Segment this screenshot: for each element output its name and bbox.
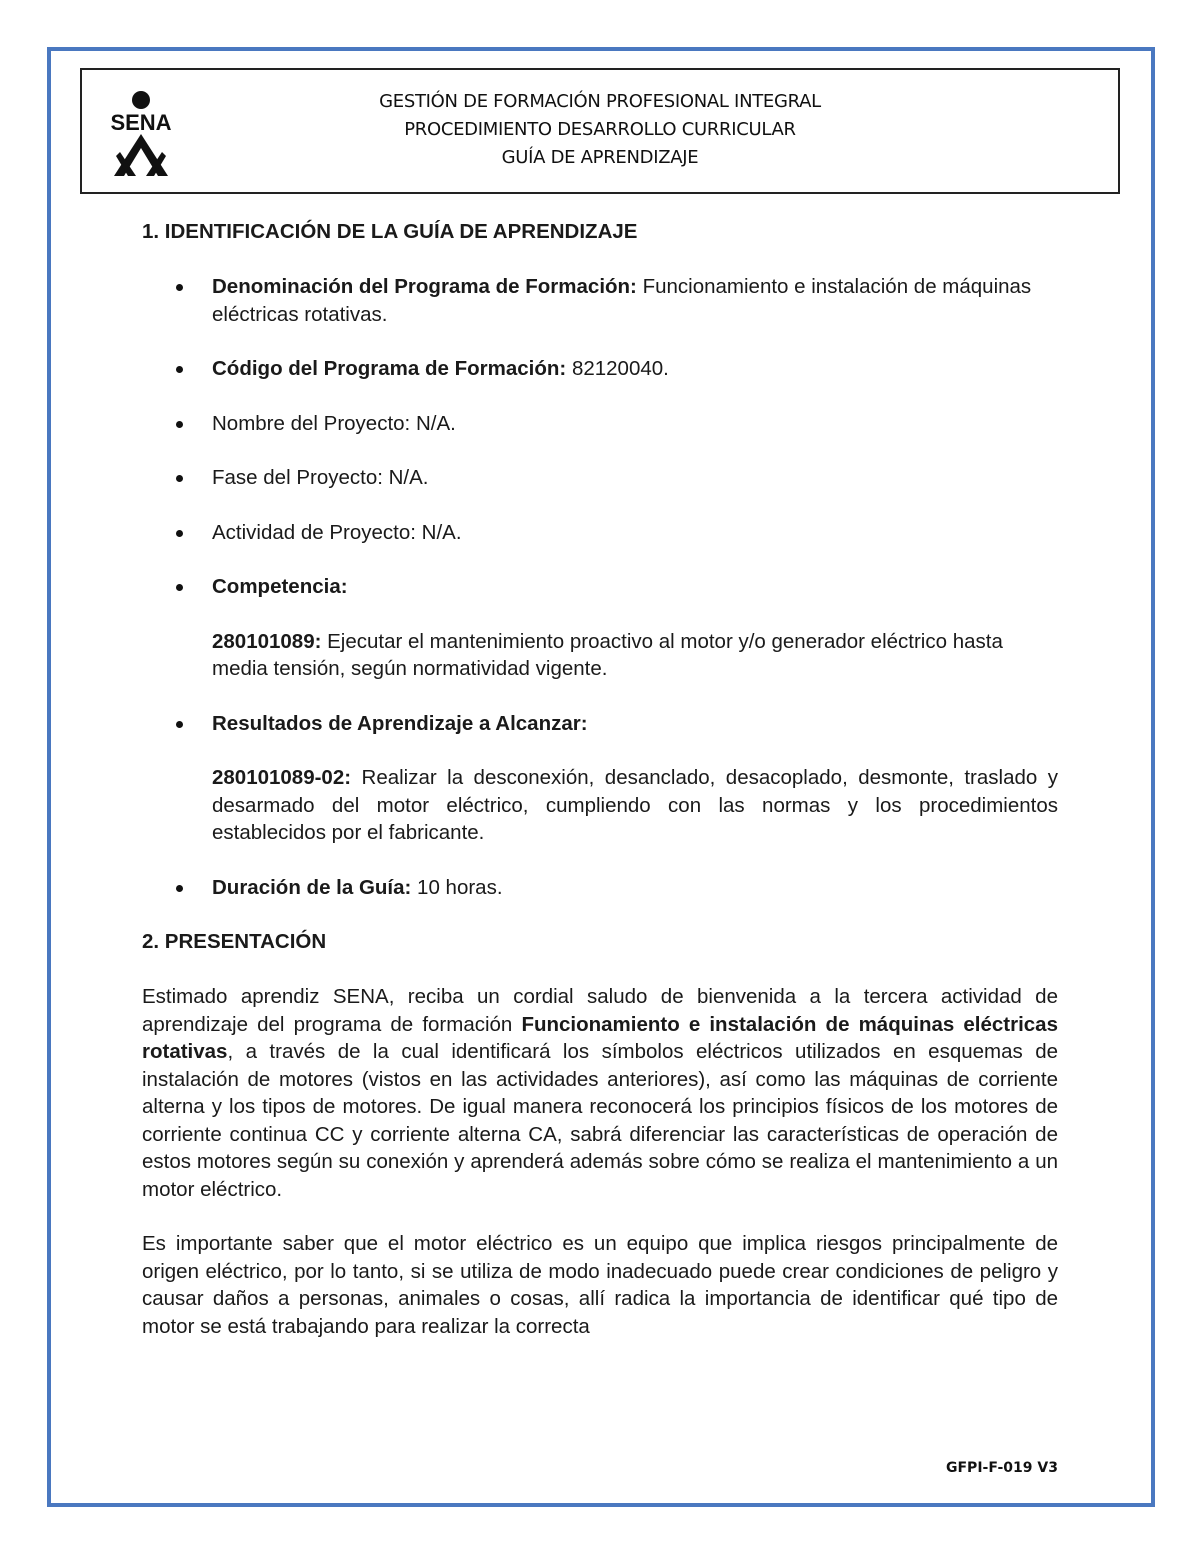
header-line-2: PROCEDIMIENTO DESARROLLO CURRICULAR <box>404 119 796 140</box>
presentation-paragraph-1 <box>142 983 1058 1203</box>
item-label: Competencia: <box>212 575 348 598</box>
item-label: Duración de la Guía: <box>212 875 412 899</box>
bullet-icon <box>176 421 183 428</box>
item-label: Resultados de Aprendizaje a Alcanzar: <box>212 711 588 735</box>
paragraph-text: Estimado aprendiz SENA, reciba un cordial saludo de bienvenida a la tercera actividad de aprendizaje del programa de formación <box>142 985 1058 1036</box>
presentation-paragraph-2: Es importante saber que el motor eléctrico es un equipo que implica riesgos principalmente de origen eléctrico, por lo tanto, si se utiliza de modo inadecuado puede crear condiciones de peligro y causar daños a personas, animales o cosas, allí radica la importancia de identificar qué tipo de motor se está trabajando para realizar la correcta <box>142 1232 1058 1338</box>
list-item <box>142 519 1058 547</box>
resultado-text <box>212 764 1058 847</box>
competencia-code: 280101089: <box>212 629 322 653</box>
bullet-icon <box>176 366 183 373</box>
resultado-desc: Realizar la desconexión, desanclado, desacoplado, desmonte, traslado y desarmado del motor eléctrico, cumpliendo con las normas y los procedimientos establecidos por el fabricante. <box>212 766 1058 844</box>
list-item <box>142 273 1058 328</box>
list-item <box>142 874 1058 902</box>
identification-list <box>142 273 1058 901</box>
bullet-icon <box>176 584 183 591</box>
item-value: Funcionamiento e instalación de máquinas eléctricas rotativas. <box>212 275 1032 326</box>
list-item <box>142 410 1058 438</box>
bullet-icon <box>176 284 183 291</box>
list-item <box>142 573 1058 683</box>
item-value: Nombre del Proyecto: N/A. <box>212 411 456 435</box>
header-line-1: GESTIÓN DE FORMACIÓN PROFESIONAL INTEGRAL <box>379 91 821 112</box>
sena-logo-text: SENA <box>110 110 172 135</box>
bullet-icon <box>176 885 183 892</box>
bullet-icon <box>176 475 183 482</box>
item-label: Denominación del Programa de Formación: <box>212 275 637 298</box>
item-value: 10 horas. <box>411 875 503 899</box>
document-header <box>80 68 1120 194</box>
resultado-code: 280101089-02: <box>212 766 352 789</box>
competencia-text <box>212 628 1058 683</box>
section-1-title: 1. IDENTIFICACIÓN DE LA GUÍA DE APRENDIZAJE <box>142 220 638 243</box>
document-body <box>142 218 1058 1340</box>
bullet-icon <box>176 721 183 728</box>
paragraph-text: , a través de la cual identificará los símbolos eléctricos utilizados en esquemas de instalación de motores (vistos en las actividades anteriores), así como las máquinas de corriente alterna y los tipos de motores. De igual manera reconocerá los principios físicos de los motores de corriente continua CC y corriente alterna CA, sabrá diferenciar las características de operación de estos motores según su conexión y aprenderá además sobre cómo se realiza el mantenimiento a un motor eléctrico. <box>142 1040 1058 1201</box>
item-value: Actividad de Proyecto: N/A. <box>212 520 462 544</box>
item-value: Fase del Proyecto: N/A. <box>212 466 429 489</box>
list-item <box>142 710 1058 847</box>
item-value: 82120040. <box>566 357 669 380</box>
item-label: Código del Programa de Formación: <box>212 357 567 380</box>
list-item <box>142 355 1058 383</box>
program-name: Funcionamiento e instalación de máquinas eléctricas rotativas <box>142 1012 1058 1063</box>
header-line-3: GUÍA DE APRENDIZAJE <box>501 147 699 168</box>
bullet-icon <box>176 530 183 537</box>
section-2-title: 2. PRESENTACIÓN <box>142 930 327 953</box>
form-code: GFPI-F-019 V3 <box>946 1460 1058 1476</box>
list-item <box>142 464 1058 492</box>
competencia-desc: Ejecutar el mantenimiento proactivo al motor y/o generador eléctrico hasta media tensión, según normatividad vigente. <box>212 629 1003 680</box>
